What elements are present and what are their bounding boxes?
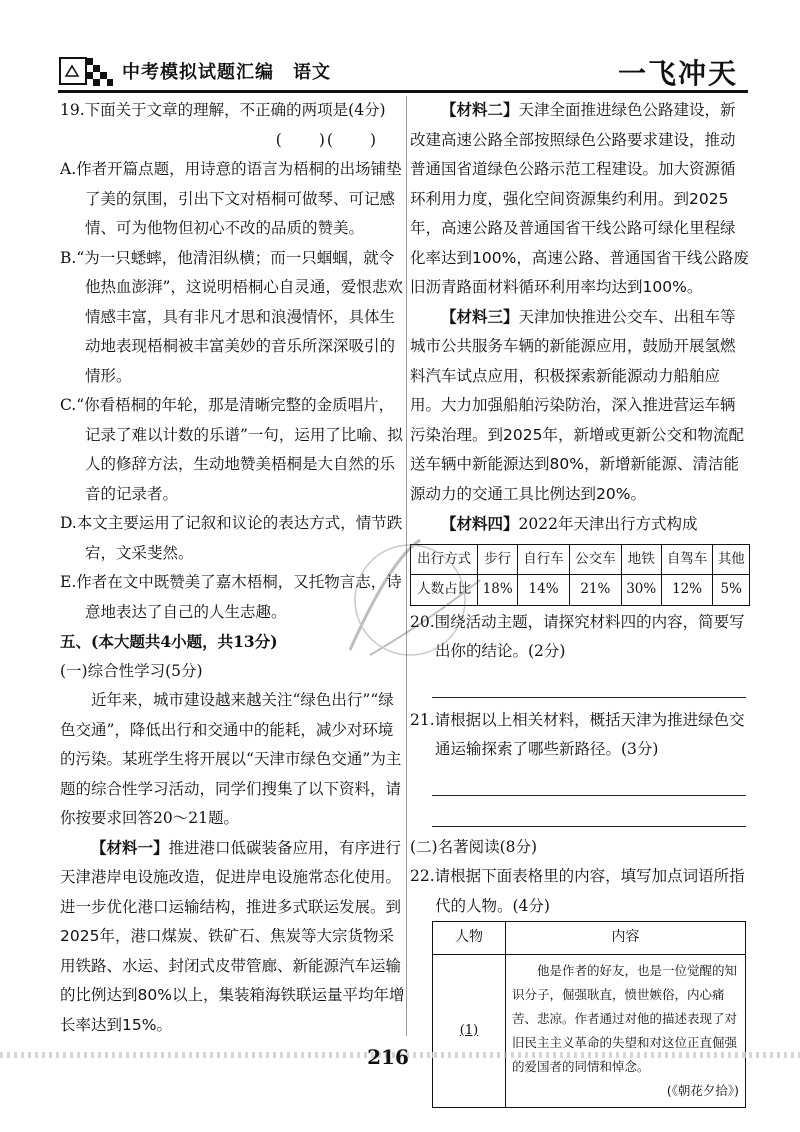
q19-answer-parens[interactable]: ( )( ) (275, 130, 378, 149)
section5-sub1: (一)综合性学习(5分) (60, 661, 203, 680)
q21-answer-line[interactable] (432, 765, 746, 796)
q21-answer-line[interactable] (432, 796, 746, 827)
header-rule (58, 90, 748, 93)
table-cell: 自行车 (518, 544, 570, 575)
material-4-label: 【材料四】 (441, 514, 519, 533)
section5-sub2: (二)名著阅读(8分) (410, 837, 538, 856)
material-2-label: 【材料二】 (441, 101, 519, 119)
q19-option-b: B.“为一只蟋蟀，他清泪纵横；而一只蝈蝈，就令他热血澎湃”，这说明梧桐心自灵通，爱恨悲欢情感丰富，具有非凡才思和浪漫情怀，具体生动地表现梧桐被丰富美妙的音乐所深深吸引的情形。 (60, 248, 403, 385)
page-number (0, 1045, 800, 1069)
table-cell: 21% (569, 575, 621, 606)
person-blank-1[interactable]: (1) (433, 954, 506, 1107)
material-2-text: 天津全面推进绿色公路建设，新改建高速公路全部按照绿色公路要求建设，推动普通国省道绿色公路示范工程建设。加大资源循环利用力度，强化空间资源集约利用。到2025年，高速公路及普通国省干线公路可绿化里程绿化率达到100%，高速公路、普通国省干线公路废旧沥青路面材料循环利用率均达到100%。 (410, 101, 749, 296)
section5-heading: 五、(本大题共4小题，共13分) (60, 632, 278, 651)
material-3-label: 【材料三】 (441, 307, 519, 326)
q20-stem: 20.围绕活动主题，请探究材料四的内容，简要写出你的结论。(2分) (410, 612, 745, 660)
person-table-header-row (433, 922, 746, 955)
q21-stem: 21.请根据以上相关材料，概括天津为推进绿色交通运输探索了哪些新路径。(3分) (410, 710, 745, 758)
section5-intro: 近年来，城市建设越来越关注“绿色出行”“绿色交通”，降低出行和交通中的能耗，减少对环境的污染。某班学生将开展以“天津市绿色交通”为主题的综合性学习活动，同学们搜集了以下资料，请你按要求回答20～21题。 (60, 691, 402, 827)
header-brand: 一飞冲天 (617, 57, 738, 90)
material-1-text: 推进港口低碳装备应用，有序进行天津港岸电设施改造，促进岸电设施常态化使用。进一步优化港口运输结构，推进多式联运发展。到2025年，港口煤炭、铁矿石、焦炭等大宗货物采用铁路、水运、封闭式皮带管廊、新能源汽车运输的比例达到80%以上，集装箱海铁联运量平均年增长率达到15%。 (60, 838, 405, 1034)
material-1 (60, 834, 406, 1041)
material-3-text: 天津加快推进公交车、出租车等城市公共服务车辆的新能源应用，鼓励开展氢燃料汽车试点应用，积极探索新能源动力船舶应用。大力加强船舶污染防治，深入推进营运车辆污染治理。到2025年，新增或更新公交和物流配送车辆中新能源达到80%，新增新能源、清洁能源动力的交通工具比例达到20%。 (410, 307, 744, 503)
table-cell: 自驾车 (661, 544, 713, 575)
person-table-head-content: 内容 (506, 922, 746, 955)
person-table (432, 921, 746, 1108)
q22-stem: 22.请根据下面表格里的内容，填写加点词语所指代的人物。(4分) (410, 867, 745, 915)
person-content-source: (《朝花夕拾》) (666, 1082, 739, 1098)
watermark-stamp-icon (330, 520, 490, 670)
person-content-text: 他是作者的好友，也是一位觉醒的知识分子，倔强耿直，愤世嫉俗，内心痛苦、悲凉。作者通过对他的描述表现了对旧民主主义革命的失望和对这位正直倔强的爱国者的同情和悼念。 (512, 962, 738, 1074)
table-cell: 人数占比 (411, 575, 478, 606)
table-cell: 14% (518, 575, 570, 606)
table-cell: 公交车 (569, 544, 621, 575)
material-2 (410, 96, 750, 303)
person-table-row (433, 954, 746, 1107)
material-4-title-text: 2022年天津出行方式构成 (518, 515, 698, 533)
table-cell: 5% (713, 575, 750, 606)
page-number-text: 216 (367, 1045, 409, 1069)
material-3 (410, 303, 750, 510)
q19-option-c: C.“你看梧桐的年轮，那是清晰完整的金质唱片，记录了难以计数的乐谱”一句，运用了比喻、拟人的修辞方法，生动地赞美梧桐是大自然的乐音的记录者。 (60, 396, 403, 503)
table-cell: 其他 (713, 544, 750, 575)
header-title: 中考模拟试题汇编 语文 (122, 62, 331, 83)
table-cell: 地铁 (621, 544, 661, 575)
table-cell: 30% (621, 575, 661, 606)
material-1-label: 【材料一】 (91, 838, 169, 857)
person-table-head-person: 人物 (433, 922, 506, 955)
q19-option-e: E.作者在文中既赞美了嘉木梧桐，又托物言志，诗意地表达了自己的人生志趣。 (60, 573, 402, 621)
checkered-logo-icon (58, 54, 114, 88)
page-header (58, 52, 748, 90)
q19-stem: 19.下面关于文章的理解，不正确的两项是(4分) (60, 101, 386, 119)
table-cell: 步行 (478, 544, 518, 575)
q20-answer-line[interactable] (432, 667, 746, 698)
person-content-cell (506, 954, 746, 1107)
table-cell: 12% (661, 575, 713, 606)
q19-option-a: A.作者开篇点题，用诗意的语言为梧桐的出场铺垫了美的氛围，引出下文对梧桐可做琴、可记感情、可为他物但初心不改的品质的赞美。 (60, 160, 402, 237)
table-cell: 出行方式 (411, 544, 478, 575)
q19-option-d: D.本文主要运用了记叙和议论的表达方式，情节跌宕，文采斐然。 (60, 514, 403, 562)
table-cell: 18% (478, 575, 518, 606)
